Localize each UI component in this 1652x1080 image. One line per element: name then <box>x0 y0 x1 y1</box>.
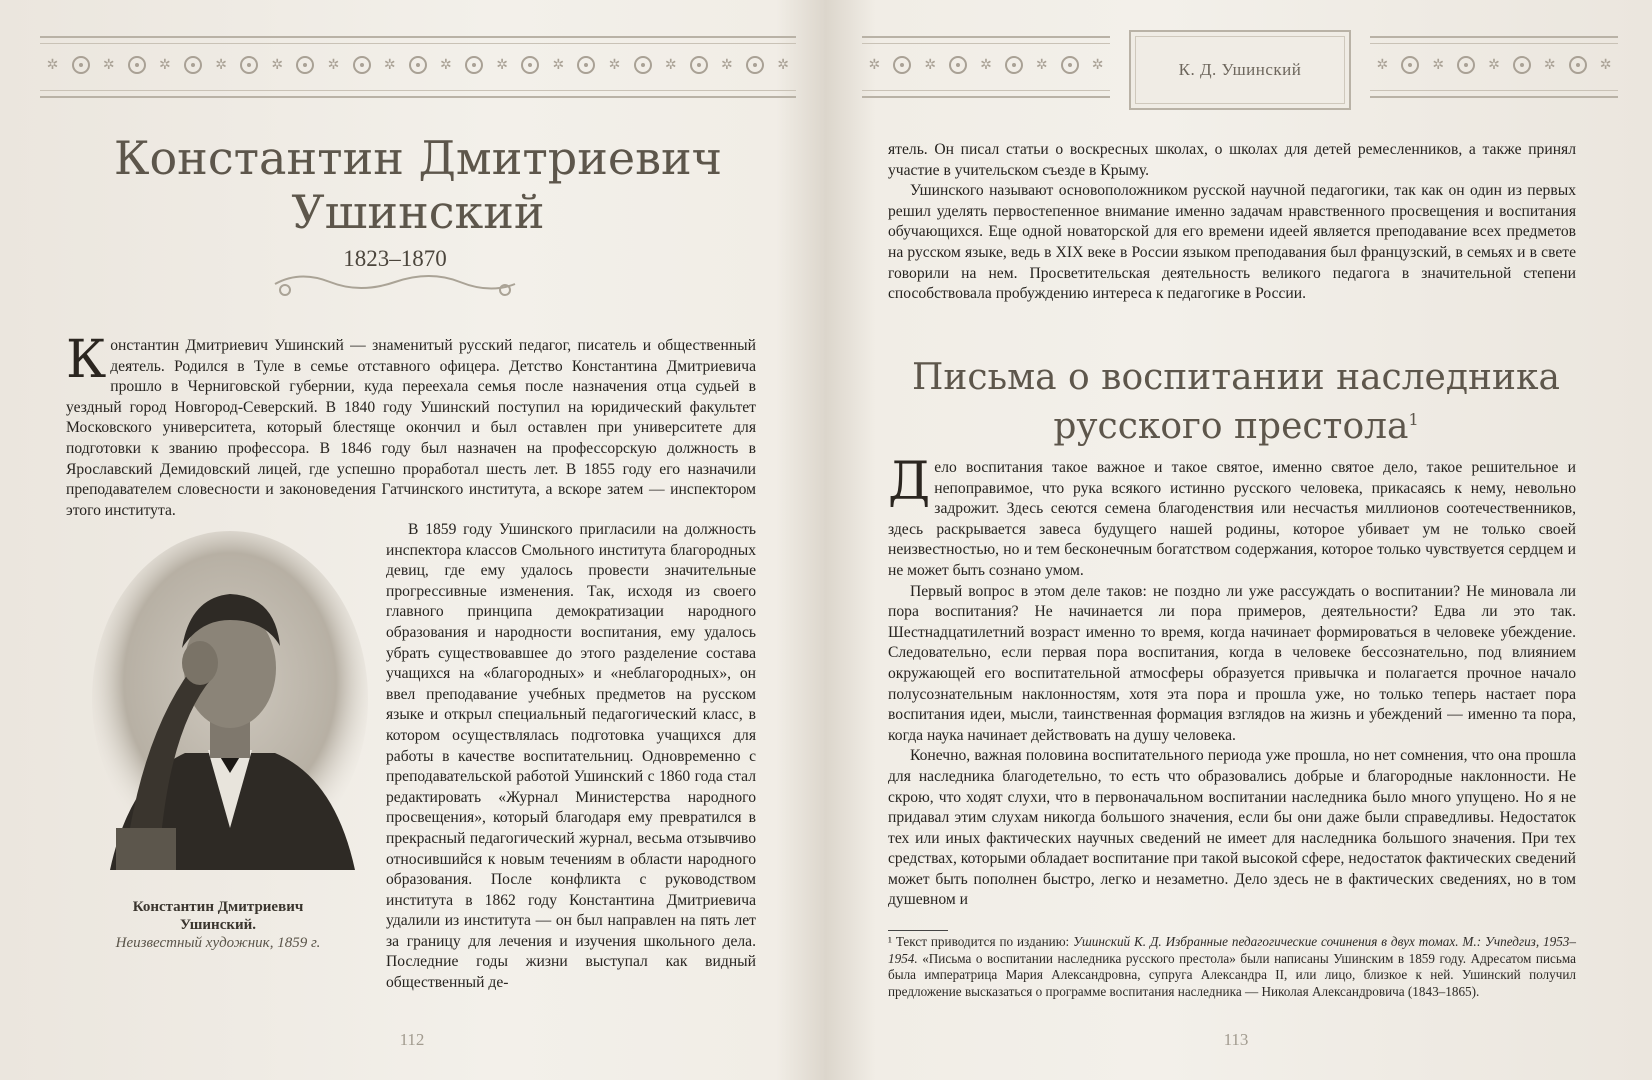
page-title-line1: Константин Дмитриевич <box>113 131 723 185</box>
letter-paragraph-1: ело воспитания такое важное и такое святое, именно святое дело, такое решительное и непоправимое, что рука всякого истинно русского человека, прикасаясь к нему, невольно задрожит. Здесь сеются семена благоденствия или несчастья миллионов соотечественников, здесь раскрывается завеса будущего нашей родины, которое убивает ум не только своей неизвестностью, но и тем бесконечным богатством содержания, которое только чувствуется сердцем и не может быть сознано умом. <box>888 459 1576 579</box>
footnote-rule <box>888 930 948 931</box>
letter-paragraph-2: Первый вопрос в этом деле таков: не поздно ли уже рассуждать о воспитании? Не миновала ли пора воспитания? Не начинается ли пора примеров, деятельности? Едва ли это так. Шестнадцатилетний возраст именно то время, когда начинает формироваться в человеке убеждение. Следовательно, если первая пора воспитания, когда в человеке бессознательно, под влиянием окружающей его воспитательной атмосферы образуется привычка и полагается прочное начало полусознательным наклонностям, хотя эта пора и прошла уже, но только теперь настает пора воспитания идеи, мысли, таинственная формация взглядов на жизнь и убеждений — именно та пора, когда наука начинает действовать на душу человека. <box>888 582 1576 744</box>
drop-cap-letter: Д <box>888 452 931 512</box>
life-years: 1823–1870 <box>343 246 447 271</box>
section-title-line2-wrap <box>856 398 1616 449</box>
flourish-ornament-icon <box>270 260 520 300</box>
biography-paragraph-2 <box>386 520 756 994</box>
letter-text <box>888 452 1576 911</box>
header-ornament-band <box>40 36 796 98</box>
right-page <box>826 0 1652 1080</box>
rosette-ornament-icon: ✲ ✲ ✲ ✲ ✲ <box>868 57 1104 73</box>
footnote <box>888 934 1576 1000</box>
header-ornament-band-left <box>862 36 1110 98</box>
continued-text: ятель. Он писал статьи о воскресных школах, о школах для детей ремесленников, а также принял участие в учительском съезде в Крыму. <box>888 141 1576 179</box>
biography-text-1: онстантин Дмитриевич Ушинский — знаменитый русский педагог, писатель и общественный деятель. Родился в Туле в семье отставного офицера. Детство Константина Дмитриевича прошло в Черниговской губернии, куда переехала семья после назначения отца судьей в уездный город Новгород-Северский. В 1840 году Ушинский поступил на юридический факультет Московского университета, который блестяще окончил и был оставлен при университете для подготовки к званию профессора. В 1846 году был назначен на профессорскую должность в Ярославский Демидовский лицей, где успешно проработал шесть лет. В 1855 году его назначили преподавателем словесности и законоведения Гатчинского института, а вскоре затем — инспектором этого института. <box>66 337 756 519</box>
page-number: 112 <box>399 1030 425 1049</box>
page-number: 113 <box>1223 1030 1249 1049</box>
footnote-source: Ушинский К. Д. Избранные педагогические сочинения в двух томах. М.: Учпедгиз, 1953–1954. <box>888 934 1576 966</box>
biography-paragraph-1 <box>66 330 756 521</box>
biography-text-2: В 1859 году Ушинского пригласили на должность инспектора классов Смольного института благородных девиц, где ему удалось провести значительные прогрессивные изменения. Так, исходя из своего главного принципа демократизации народного образования и народности воспитания, ему удалось убрать существовавшее до этого разделение состава учащихся на «благородных» и «неблагородных», он ввел преподавание учебных предметов на русском языке и открыл специальный педагогический класс, в котором осуществлялась подготовка учащихся для работы в качестве воспитательниц. Одновременно с преподавательской работой Ушинский с 1860 года стал редактировать «Журнал Министерства народного просвещения», который благодаря ему превратился в прекрасный педагогический журнал, весьма отзывчиво относившийся к новым течениям в области народного образования. После конфликта с руководством института в 1862 году Константина Дмитриевича удалили из института — он был направлен на пять лет за границу для лечения и изучения школьного дела. Последние годы жизни выступал как видный общественный де- <box>386 521 756 992</box>
caption-name: Константин Дмитриевич Ушинский. <box>132 899 304 933</box>
running-head-box <box>1129 30 1351 110</box>
footnote-reference: 1 <box>1408 410 1419 429</box>
header-ornament-band-right <box>1370 36 1618 98</box>
page-title-line2: Ушинский <box>291 185 545 239</box>
section-paragraph-a: Ушинского называют основоположником русской научной педагогики, так как он один из первых решил уделять первостепенное внимание именно задачам нравственного просвещения и воспитания обучающихся. Еще одной новаторской для его времени идеей является преподавание всех предметов на русском языке, ведь в XIX веке в России языком преподавания был французский, в семьях и в свете говорили на нем. Просветительская деятельность великого педагога в значительной степени способствовала пробуждению интереса к педагогике в России. <box>888 182 1576 303</box>
portrait-engraving <box>90 528 370 870</box>
footnote-number: ¹ <box>888 934 892 949</box>
rosette-ornament-icon: ✲ ✲ ✲ ✲ ✲ <box>1376 57 1612 73</box>
footnote-text: «Письма о воспитании наследника русского престола» были написаны Ушинским в 1859 году. Адресатом письма была императрица Мария Александровна, супруга Александра II, или лицо, близкое к ней. Ушинский получил предложение высказаться о программе воспитания наследника — Николая Александровича (1843–1865). <box>888 950 1576 999</box>
caption-artist: Неизвестный художник, 1859 г. <box>115 935 321 951</box>
drop-cap-letter: К <box>66 330 107 390</box>
section-title-line2: русского престола <box>1053 406 1409 447</box>
text-block-top <box>888 140 1576 305</box>
portrait-caption <box>98 898 338 952</box>
footnote-lead: Текст приводится по изданию: <box>895 934 1070 949</box>
running-head: К. Д. Ушинский <box>1178 60 1302 79</box>
section-title-line1: Письма о воспитании наследника <box>912 357 1560 398</box>
letter-paragraph-3: Конечно, важная половина воспитательного периода уже прошла, но нет сомнения, что она прошла для наследника благодетельно, то есть что образовались добрые и благородные наклонности. Не скрою, что ходят слухи, что в первоначальном воспитании наследника было много упущено. Но я не придавал этим слухам никогда большого значения, если бы они даже были справедливы. Недостаток тех или иных фактических научных сведений не имеет для наследника большого значения. При тех средствах, которыми обладает воспитание при такой высокой сфере, недостаток фактических сведений может быть пополнен быстро, легко и незаметно. Дело здесь не в фактических сведениях, но в том душевном и <box>888 747 1576 909</box>
rosette-ornament-icon: ✲ ✲ ✲ ✲ ✲ ✲ ✲ ✲ ✲ ✲ ✲ ✲ ✲ ✲ <box>46 57 789 73</box>
